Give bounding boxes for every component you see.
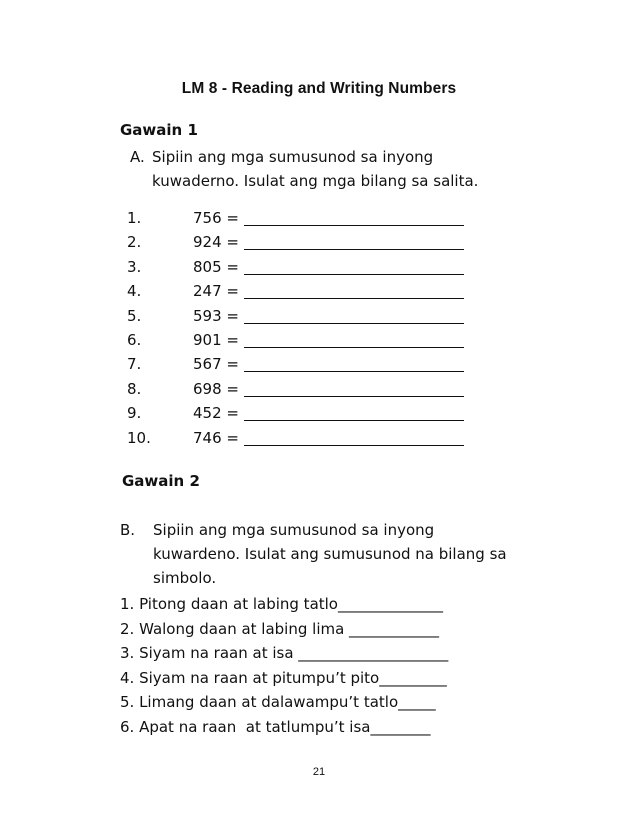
item-value: 247 = xyxy=(193,282,239,301)
item-value: 567 = xyxy=(193,355,239,374)
item-number: 9. xyxy=(127,404,142,423)
gawain2-list xyxy=(120,592,448,739)
gawain2-instruction-line3: simbolo. xyxy=(153,569,217,587)
list-item: 3. Siyam na raan at isa ____________________ xyxy=(120,644,449,662)
list-item xyxy=(127,206,487,230)
answer-blank xyxy=(244,445,464,446)
item-value: 756 = xyxy=(193,209,239,227)
item-value: 452 = xyxy=(193,404,239,423)
item-value: 593 = xyxy=(193,306,239,325)
list-item xyxy=(127,230,487,254)
item-number: 6. xyxy=(127,330,142,349)
gawain2-instruction xyxy=(120,518,560,593)
answer-blank xyxy=(244,249,464,250)
gawain1-letter: A. xyxy=(130,148,145,166)
gawain2-heading: Gawain 2 xyxy=(122,472,200,490)
list-item xyxy=(127,377,487,401)
list-item: 6. Apat na raan at tatlumpu’t isa________ xyxy=(120,717,431,736)
item-number: 1. xyxy=(127,209,142,227)
gawain2-instruction-line2: kuwardeno. Isulat ang sumusunod na bilang sa xyxy=(153,545,507,563)
item-number: 3. xyxy=(127,257,142,276)
list-item xyxy=(127,426,487,450)
item-value: 924 = xyxy=(193,233,239,252)
list-item xyxy=(127,401,487,425)
answer-blank xyxy=(244,420,464,421)
list-item: 2. Walong daan at labing lima ____________ xyxy=(120,619,440,638)
gawain2-letter: B. xyxy=(120,521,136,539)
list-item: 4. Siyam na raan at pitumpu’t pito_________ xyxy=(120,668,447,687)
item-value: 901 = xyxy=(193,330,239,349)
list-item xyxy=(127,304,487,328)
page-title: LM 8 - Reading and Writing Numbers xyxy=(181,80,457,97)
item-number: 2. xyxy=(127,233,142,252)
answer-blank xyxy=(244,323,464,324)
answer-blank xyxy=(244,347,464,348)
list-item xyxy=(127,255,487,279)
list-item xyxy=(127,352,487,376)
answer-blank xyxy=(244,274,464,275)
item-value: 746 = xyxy=(193,428,239,447)
gawain1-instruction-text xyxy=(152,145,552,193)
list-item: 1. Pitong daan at labing tatlo______________ xyxy=(120,595,443,613)
item-number: 5. xyxy=(127,306,142,325)
answer-blank xyxy=(244,396,464,397)
answer-blank xyxy=(244,225,464,226)
gawain2-instruction-text xyxy=(153,518,553,590)
item-value: 805 = xyxy=(193,257,239,276)
gawain1-list xyxy=(127,206,487,450)
item-number: 4. xyxy=(127,282,142,301)
answer-blank xyxy=(244,298,464,299)
list-item xyxy=(127,328,487,352)
page-number: 21 xyxy=(312,766,326,778)
item-number: 7. xyxy=(127,355,142,374)
gawain2-instruction-line1: Sipiin ang mga sumusunod sa inyong xyxy=(153,521,435,539)
gawain1-instruction xyxy=(130,145,550,195)
gawain1-instruction-line1: Sipiin ang mga sumusunod sa inyong xyxy=(152,148,434,166)
gawain1-heading: Gawain 1 xyxy=(120,121,198,139)
answer-blank xyxy=(244,371,464,372)
list-item xyxy=(127,279,487,303)
item-value: 698 = xyxy=(193,379,239,398)
item-number: 8. xyxy=(127,379,142,398)
item-number: 10. xyxy=(127,428,151,447)
gawain1-instruction-line2: kuwaderno. Isulat ang mga bilang sa salita. xyxy=(152,172,479,190)
list-item: 5. Limang daan at dalawampu’t tatlo_____ xyxy=(120,693,436,711)
